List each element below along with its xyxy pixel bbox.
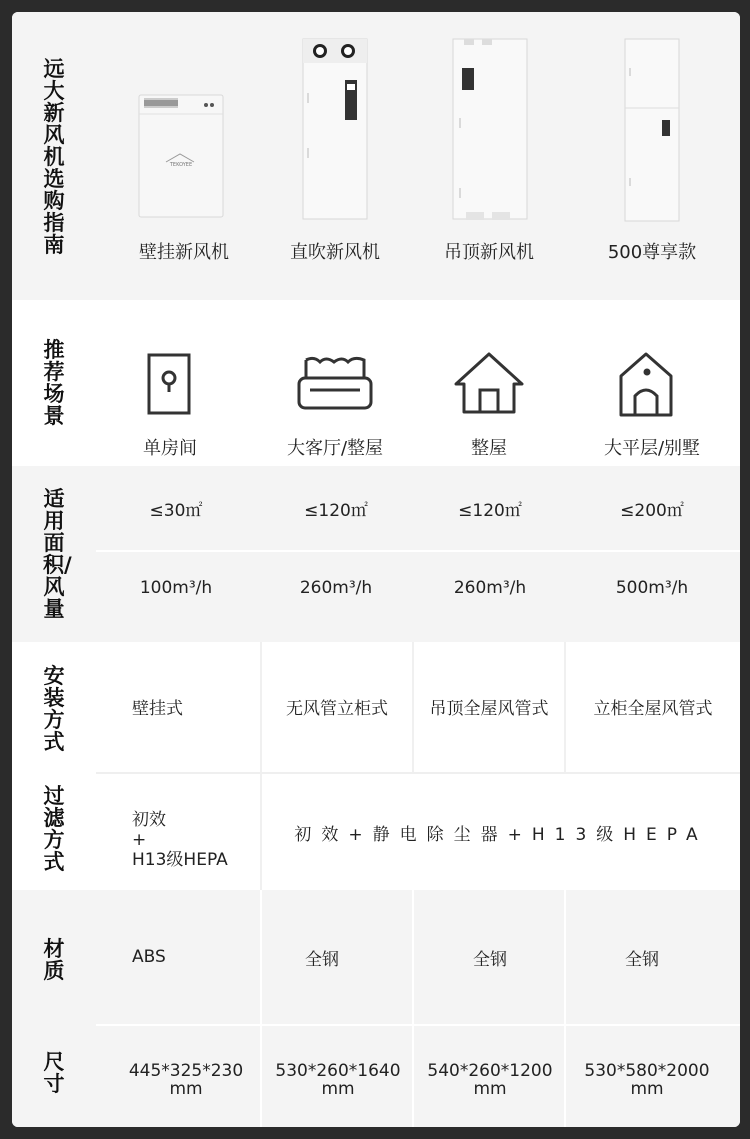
material-value: 全钢 [305,949,339,970]
material-label-text: 材质 [43,937,65,983]
size-line: 530*580*2000 [584,1061,710,1081]
size-unit: mm [169,1079,203,1099]
size-unit: mm [473,1079,507,1099]
area-airflow-row [12,466,740,642]
filter-first-value [132,810,228,870]
scene-row [12,300,740,466]
villa-icon [618,350,674,418]
sofa-icon [296,354,374,414]
size-unit: mm [321,1079,355,1099]
area-value: ≤30㎡ [149,500,203,521]
airflow-value: 500m³/h [615,578,689,598]
material-size-row [12,890,740,1127]
guide-label-text: 远大新风机选购指南 [43,57,65,257]
guide-label [12,32,96,282]
product-name: 直吹新风机 [290,242,380,263]
ceiling-unit-image [452,38,528,220]
wall-mounted-unit-image [138,94,224,218]
size-label-text: 尺寸 [43,1050,65,1096]
column-divider [412,890,414,1127]
airflow-value: 100m³/h [139,578,213,598]
size-line: 530*260*1640 [275,1061,401,1081]
size-unit: mm [630,1079,664,1099]
scene-name: 单房间 [143,438,197,459]
scene-name: 整屋 [471,438,507,459]
material-value: 全钢 [473,949,507,970]
filter-first-line: + [132,830,147,850]
svg-text:TEKOYEE: TEKOYEE [169,162,193,168]
area-value: ≤120㎡ [304,500,368,521]
product-name: 壁挂新风机 [139,242,229,263]
airflow-value: 260m³/h [299,578,373,598]
material-value: 全钢 [625,949,659,970]
house-icon [452,350,526,416]
area-label [12,478,96,630]
install-value: 无风管立柜式 [286,698,388,719]
scene-name: 大客厅/整屋 [286,438,384,459]
install-value: 立柜全屋风管式 [593,698,713,719]
size-value [264,1060,412,1100]
size-value [568,1060,726,1100]
install-label [12,654,96,764]
filter-others-value: 初效+静电除尘器+H13级HEPA [294,824,708,845]
size-line: 540*260*1200 [427,1061,553,1081]
product-name: 500尊享款 [607,242,697,263]
filter-first-line: 初效 [132,810,166,830]
material-value: ABS [132,947,166,967]
filter-label [12,774,96,884]
area-value: ≤200㎡ [620,500,684,521]
size-value [112,1060,260,1100]
install-value: 壁挂式 [132,698,183,719]
install-label-text: 安装方式 [43,664,65,754]
size-line: 445*325*230 [128,1061,244,1081]
size-label [12,1028,96,1118]
filter-first-line: H13级HEPA [132,850,228,870]
area-value: ≤120㎡ [458,500,522,521]
scene-name: 大平层/别墅 [603,438,701,459]
install-value: 吊顶全屋风管式 [429,698,549,719]
size-value [416,1060,564,1100]
airflow-value: 260m³/h [453,578,527,598]
product-name: 吊顶新风机 [444,242,534,263]
area-label-text: 适用面积/风量 [43,487,72,621]
door-icon [146,352,192,416]
scene-label-text: 推荐场景 [43,338,65,428]
selection-guide-card [12,12,740,1127]
premium-500-unit-image [624,38,680,222]
scene-label [12,318,96,448]
material-label [12,900,96,1020]
direct-blow-unit-image [302,38,368,220]
install-filter-row [12,642,740,890]
column-divider [564,890,566,1127]
filter-label-text: 过滤方式 [43,784,65,874]
row-divider [96,1024,740,1026]
products-row [12,12,740,300]
